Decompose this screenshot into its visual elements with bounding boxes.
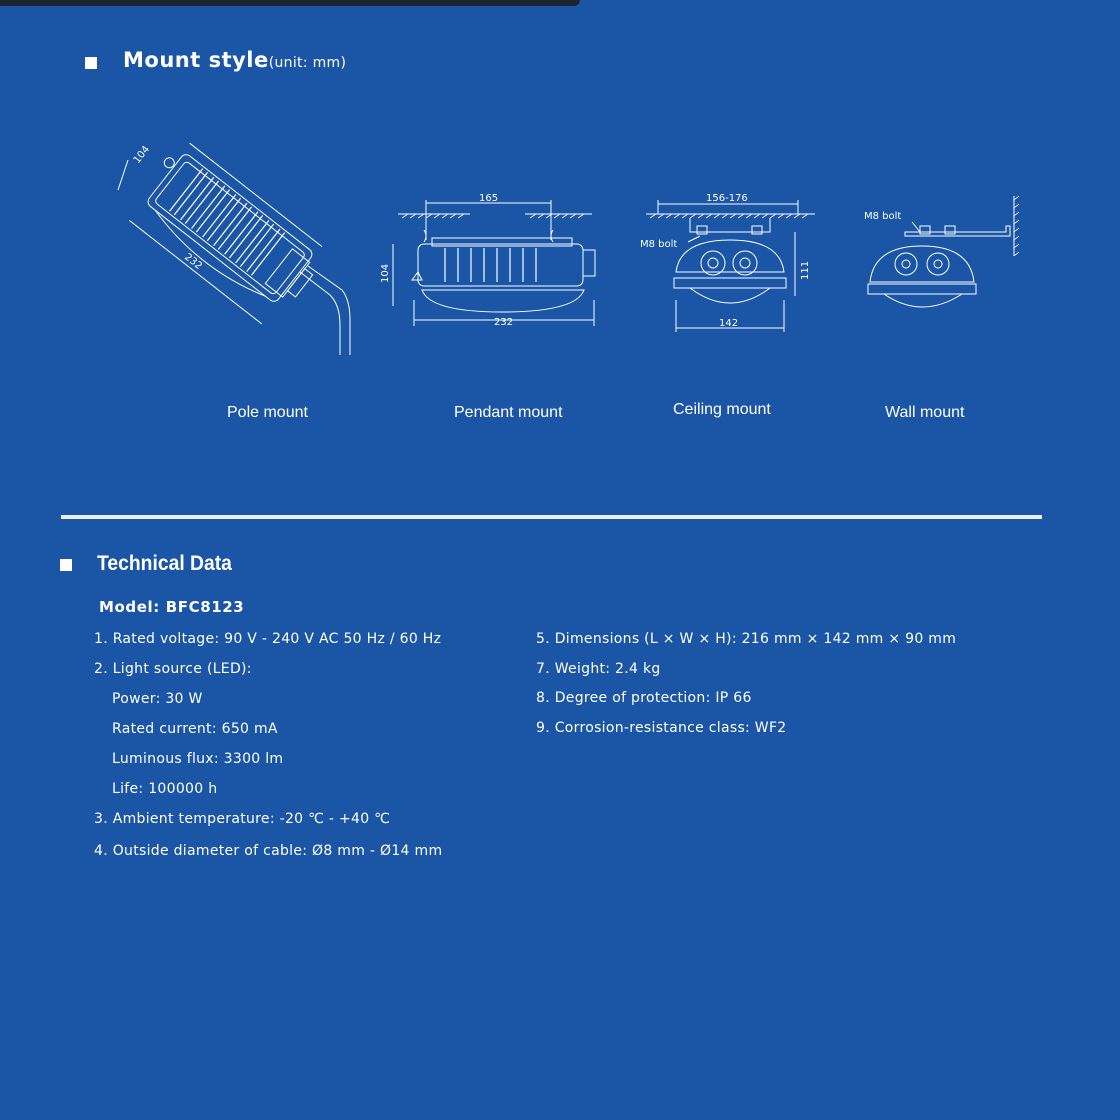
spec-line: Life: 100000 h <box>112 781 218 797</box>
ceiling-bolt-label: M8 bolt <box>640 239 678 250</box>
ceiling-spacing-dim: 156-176 <box>706 193 748 204</box>
spec-line: 2. Light source (LED): <box>94 661 252 677</box>
tech-data-title: Technical Data <box>97 552 232 575</box>
pendant-mount-drawing <box>380 193 595 328</box>
spec-line: Power: 30 W <box>112 691 203 707</box>
spec-line: 9. Corrosion-resistance class: WF2 <box>536 720 787 736</box>
mount-style-unit: (unit: mm) <box>268 55 347 71</box>
mount-drawings <box>0 0 1120 520</box>
spec-line: 3. Ambient temperature: -20 ℃ - +40 ℃ <box>94 811 391 827</box>
spec-line: 7. Weight: 2.4 kg <box>536 661 661 677</box>
pendant-spacing-dim: 165 <box>479 193 499 204</box>
ceiling-height-dim: 111 <box>800 260 811 280</box>
spec-line: Luminous flux: 3300 lm <box>112 751 284 767</box>
wall-mount-drawing <box>864 196 1019 307</box>
wall-mount-caption: Wall mount <box>885 404 965 421</box>
spec-line: 4. Outside diameter of cable: Ø8 mm - Ø14 mm <box>94 843 443 859</box>
spec-line: Rated current: 650 mA <box>112 721 278 737</box>
pendant-mount-caption: Pendant mount <box>454 404 563 421</box>
pole-width-dim: 104 <box>131 144 153 166</box>
ceiling-mount-drawing <box>640 193 815 332</box>
pole-length-dim: 232 <box>182 251 204 273</box>
model-label: Model: BFC8123 <box>99 598 245 616</box>
pole-mount-caption: Pole mount <box>227 404 308 421</box>
spec-line: 1. Rated voltage: 90 V - 240 V AC 50 Hz / 60 Hz <box>94 631 442 647</box>
pendant-length-dim: 232 <box>494 317 514 328</box>
pendant-height-dim: 104 <box>380 263 391 283</box>
wall-bolt-label: M8 bolt <box>864 211 902 222</box>
ceiling-mount-caption: Ceiling mount <box>673 401 771 418</box>
tech-data-bullet <box>60 559 72 571</box>
spec-line: 8. Degree of protection: IP 66 <box>536 690 752 706</box>
pole-mount-drawing <box>118 138 350 355</box>
section-divider <box>61 515 1042 519</box>
mount-style-title: Mount style <box>123 48 269 72</box>
ceiling-width-dim: 142 <box>719 318 739 329</box>
spec-line: 5. Dimensions (L × W × H): 216 mm × 142 mm × 90 mm <box>536 631 957 647</box>
